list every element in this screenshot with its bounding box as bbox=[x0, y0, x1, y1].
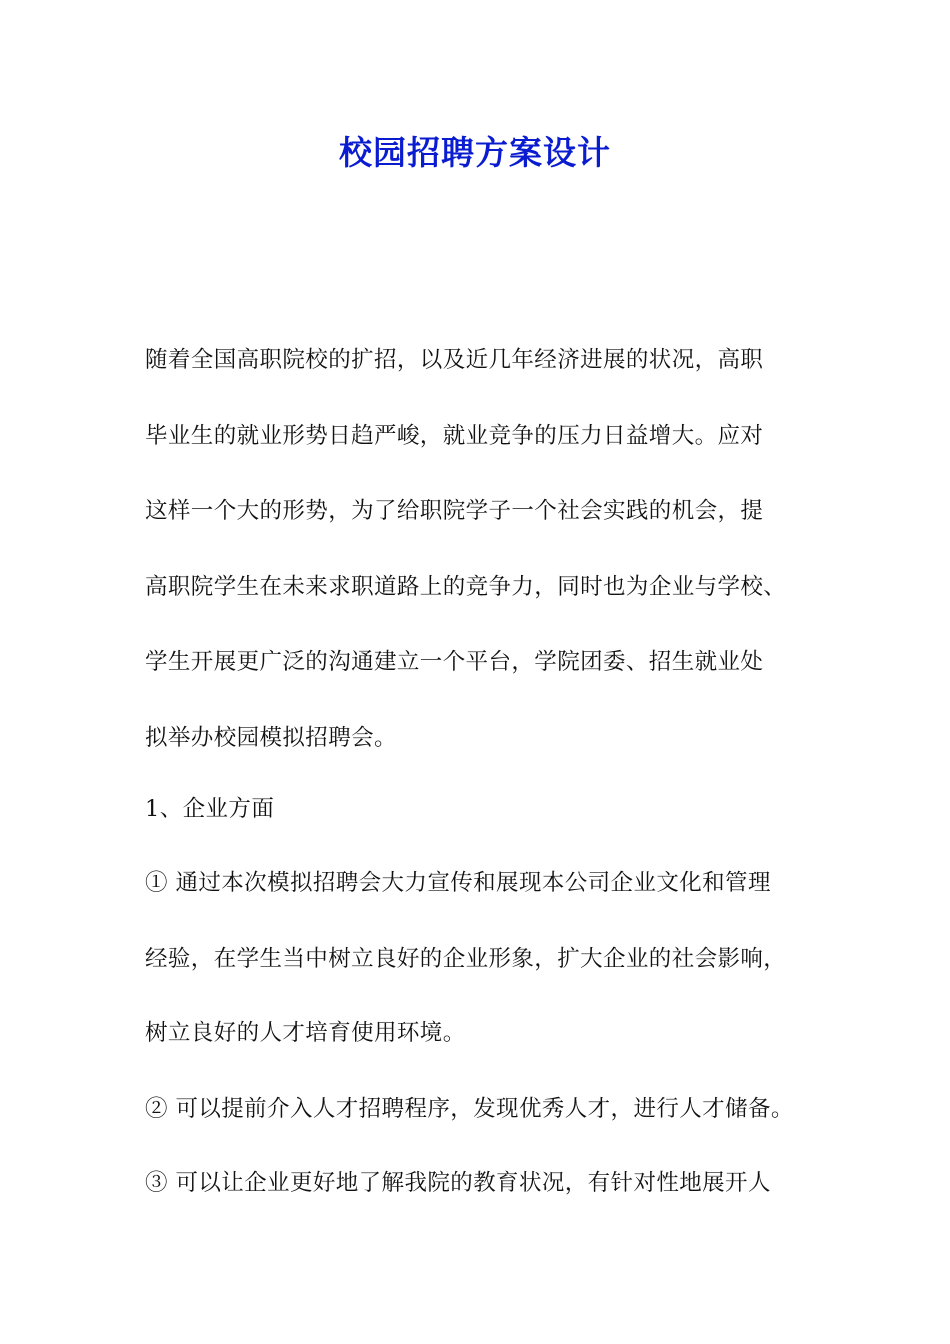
list-item-1-line-2: 经验，在学生当中树立良好的企业形象，扩大企业的社会影响， bbox=[145, 946, 787, 972]
body-line-2: 毕业生的就业形势日趋严峻，就业竞争的压力日益增大。应对 bbox=[145, 423, 764, 449]
section-heading-enterprise: 1、企业方面 bbox=[145, 796, 275, 822]
body-line-1: 随着全国高职院校的扩招，以及近几年经济进展的状况，高职 bbox=[145, 347, 764, 373]
body-line-6: 拟举办校园模拟招聘会。 bbox=[145, 725, 397, 751]
body-line-5: 学生开展更广泛的沟通建立一个平台，学院团委、招生就业处 bbox=[145, 649, 764, 675]
list-item-1-line-3: 树立良好的人才培育使用环境。 bbox=[145, 1020, 466, 1046]
body-line-3: 这样一个大的形势，为了给职院学子一个社会实践的机会，提 bbox=[145, 498, 764, 524]
body-line-4: 高职院学生在未来求职道路上的竞争力，同时也为企业与学校、 bbox=[145, 574, 787, 600]
list-item-2: ② 可以提前介入人才招聘程序，发现优秀人才，进行人才储备。 bbox=[145, 1096, 794, 1122]
list-item-3-line-1: ③ 可以让企业更好地了解我院的教育状况，有针对性地展开人 bbox=[145, 1170, 771, 1196]
list-item-1-line-1: ① 通过本次模拟招聘会大力宣传和展现本公司企业文化和管理 bbox=[145, 870, 771, 896]
document-title: 校园招聘方案设计 bbox=[339, 133, 611, 172]
